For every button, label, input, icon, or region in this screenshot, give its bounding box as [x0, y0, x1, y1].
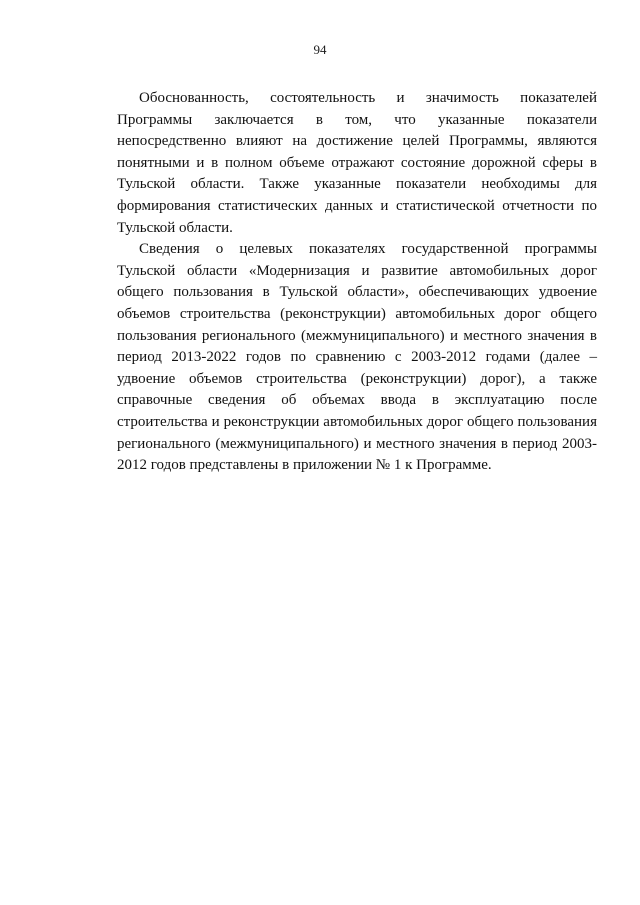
paragraph-indicators-justification: Обоснованность, состоятельность и значимость показателей Программы заключается в том, что указанные показатели непосредственно влияют на достижение целей Программы, являются понятными и в полном объеме отражают состояние дорожной сферы в Тульской области. Также указанные показатели необходимы для формирования статистических данных и статистической отчетности по Тульской области.: [117, 90, 597, 236]
page-number: 94: [313, 42, 327, 57]
paragraph-target-indicators-info: Сведения о целевых показателях государственной программы Тульской области «Модернизация и развитие автомобильных дорог общего пользования в Тульской области», обеспечивающих удвоение объемов строительства (реконструкции) автомобильных дорог общего пользования регионального (межмуниципального) и местного значения в период 2013-2022 годов по сравнению с 2003-2012 годами (далее – удвоение объемов строительства (реконструкции) дорог), а также справочные сведения об объемах ввода в эксплуатацию после строительства и реконструкции автомобильных дорог общего пользования регионального (межмуниципального) и местного значения в период 2003-2012 годов представлены в приложении № 1 к Программе.: [117, 241, 597, 474]
body-text: [117, 88, 597, 477]
